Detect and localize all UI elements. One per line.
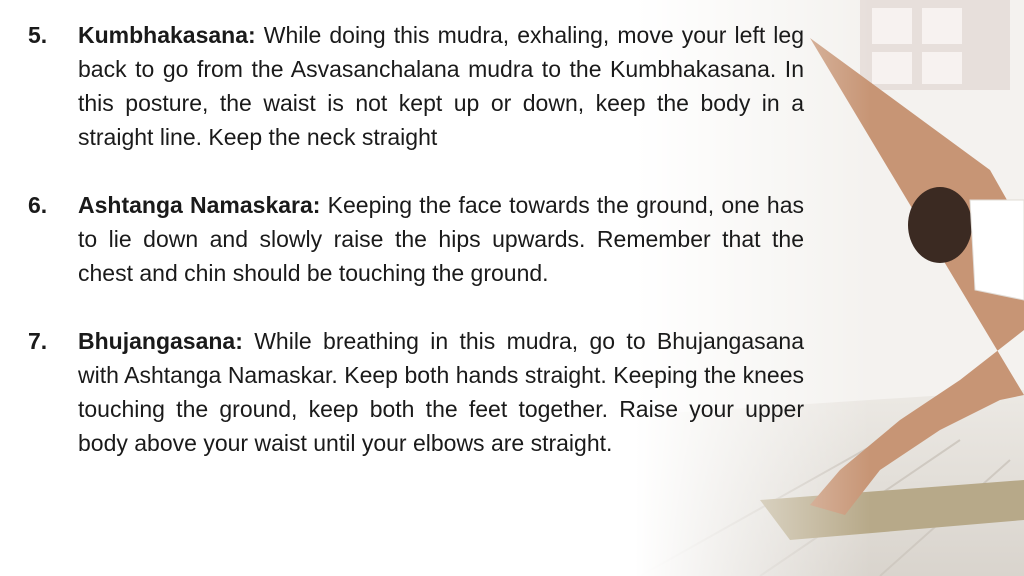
step-number: 6. [28,192,48,218]
pose-name: Bhujangasana: [78,328,243,354]
slide-content [28,18,804,494]
step-text: Keeping the face towards the ground, one has to lie down and slowly raise the hips upwards. Remember that the chest and chin should be touching the ground. [78,192,804,286]
step-7 [28,324,804,460]
step-text: While breathing in this mudra, go to Bhujangasana with Ashtanga Namaskar. Keep both hands straight. Keeping the knees touching the ground, keep both the feet together. Raise your upper body above your waist until your elbows are straight. [78,328,805,456]
pose-name: Ashtanga Namaskara: [78,192,321,218]
pose-name: Kumbhakasana: [78,22,256,48]
step-6 [28,188,804,290]
step-description [78,324,804,460]
step-number: 5. [28,22,48,48]
step-5 [28,18,804,154]
step-description [78,188,804,290]
step-description [78,18,804,154]
step-number: 7. [28,328,48,354]
step-text: While doing this mudra, exhaling, move your left leg back to go from the Asvasanchalana mudra to the Kumbhakasana. In this posture, the waist is not kept up or down, keep the body in a straight line. Keep the neck straight [78,22,805,150]
